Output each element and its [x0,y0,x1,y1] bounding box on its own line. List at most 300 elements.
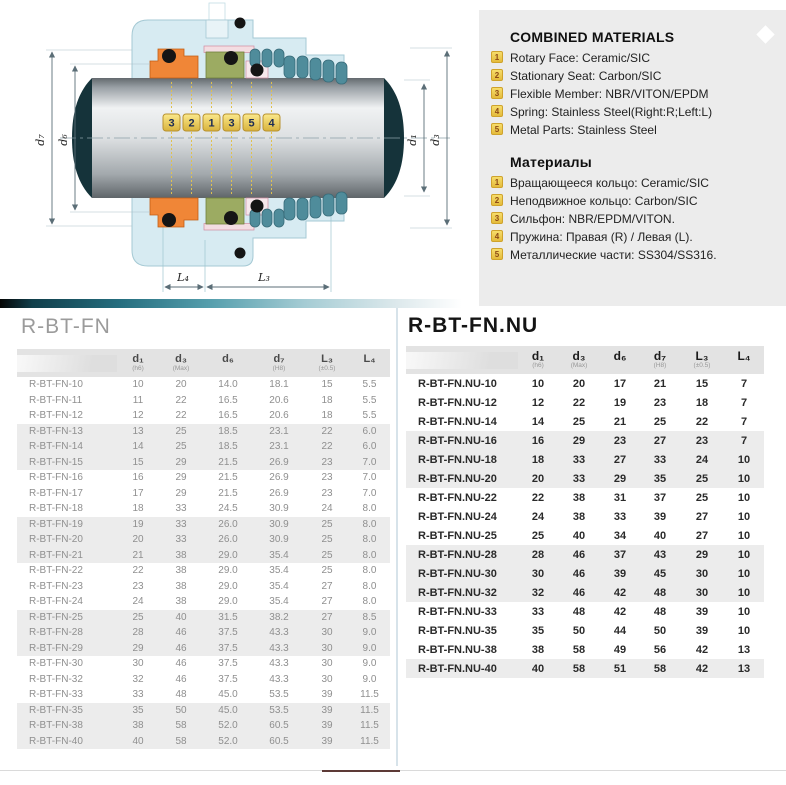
item-number-badge: 1 [491,176,503,188]
dimension-value-cell: 38 [572,510,586,523]
dimension-value-cell: 32 [531,586,545,599]
dimension-value-cell: 38 [175,549,187,561]
dim-label-d3: d₃ [429,134,442,146]
model-name-cell: R-BT-FN-16 [29,472,83,484]
material-item [485,248,778,262]
table-row [17,455,390,471]
dimension-value-cell: 40 [572,529,586,542]
dimension-value-cell: 20 [132,534,144,546]
dimension-value-cell: 25 [531,529,545,542]
dimension-value-cell: 20.6 [269,410,289,422]
item-number-badge: 3 [491,87,503,99]
dimension-value-cell: 26.0 [218,518,238,530]
dimension-value-cell: 20 [531,472,545,485]
material-text: Spring: Stainless Steel(Right:R;Left:L) [510,105,713,119]
column-header: L₃ (±0.5) [318,353,336,372]
dimension-value-cell: 17 [613,377,627,390]
material-text: Metal Parts: Stainless Steel [510,123,657,137]
dimension-value-cell: 27 [321,611,333,623]
dimension-value-cell: 26.9 [269,456,289,468]
left-table-title: R-BT-FN [21,315,111,338]
table-row [406,659,764,678]
table-row [17,517,390,533]
dimension-value-cell: 25 [695,472,709,485]
model-name-cell: R-BT-FN.NU-20 [418,472,497,485]
dimension-value-cell: 21 [613,415,627,428]
table-row [406,583,764,602]
column-header: d₆ [222,353,234,365]
dimension-value-cell: 35.4 [269,580,289,592]
dimension-value-cell: 8.0 [362,580,377,592]
dimension-value-cell: 21.5 [218,456,238,468]
dimension-value-cell: 30.9 [269,518,289,530]
table-header-row [17,349,390,377]
model-name-cell: R-BT-FN-22 [29,565,83,577]
dimension-value-cell: 22 [321,425,333,437]
seal-components-upper [150,46,347,84]
material-item [485,230,778,244]
item-number-badge: 1 [491,51,503,63]
dimension-value-cell: 43.3 [269,658,289,670]
dimension-value-cell: 44 [613,624,627,637]
model-name-cell: R-BT-FN-14 [29,441,83,453]
dimension-value-cell: 46 [572,567,586,580]
o-ring [251,64,264,77]
dimension-value-cell: 10 [737,491,751,504]
dimension-value-cell: 22 [321,441,333,453]
dimension-value-cell: 48 [653,586,667,599]
dimension-value-cell: 35.4 [269,549,289,561]
dimension-value-cell: 40 [132,735,144,747]
dimension-value-cell: 27 [653,434,667,447]
model-name-cell: R-BT-FN.NU-16 [418,434,497,447]
table-section-r-bt-fn-nu [399,308,786,678]
dimension-value-cell: 45.0 [218,704,238,716]
dimension-value-cell: 33 [132,689,144,701]
dim-label-d6: d₆ [57,134,70,146]
dimension-value-cell: 58 [572,643,586,656]
table-row [406,450,764,469]
model-name-cell: R-BT-FN-15 [29,456,83,468]
dimension-value-cell: 23 [653,396,667,409]
dimension-value-cell: 60.5 [269,735,289,747]
seal-components-lower [150,192,347,230]
table-row [406,621,764,640]
material-text: Вращающееся кольцо: Ceramic/SIC [510,176,709,190]
dimension-value-cell: 8.0 [362,549,377,561]
teal-accent-bar [0,299,462,308]
dimension-value-cell: 30 [321,673,333,685]
dimension-value-cell: 46 [175,673,187,685]
dimension-value-cell: 25 [572,415,586,428]
dimension-value-cell: 42 [613,586,627,599]
dimension-value-cell: 6.0 [362,425,377,437]
dimension-value-cell: 58 [175,735,187,747]
model-name-cell: R-BT-FN.NU-14 [418,415,497,428]
dimension-value-cell: 9.0 [362,627,377,639]
o-ring [224,51,238,65]
dimension-value-cell: 25 [175,425,187,437]
dimension-value-cell: 60.5 [269,720,289,732]
dimension-value-cell: 46 [175,658,187,670]
dimension-value-cell: 25 [653,415,667,428]
dimension-value-cell: 21 [132,549,144,561]
table-row [406,431,764,450]
dimension-value-cell: 10 [737,586,751,599]
dimension-value-cell: 23 [321,456,333,468]
dimension-value-cell: 38 [175,565,187,577]
dimension-value-cell: 11.5 [360,704,379,716]
dimension-value-cell: 33 [175,534,187,546]
dimension-value-cell: 48 [653,605,667,618]
bottom-rule-accent [322,770,400,772]
table-row [17,703,390,719]
dimension-value-cell: 20.6 [269,394,289,406]
seal-diagram-panel [0,0,470,300]
model-name-cell: R-BT-FN-33 [29,689,83,701]
dimension-value-cell: 42 [613,605,627,618]
dimension-value-cell: 11 [132,394,144,406]
dimension-value-cell: 7.0 [362,472,377,484]
dimension-value-cell: 25 [321,518,333,530]
dimension-value-cell: 22 [175,394,187,406]
dimension-value-cell: 39 [321,735,333,747]
dimension-value-cell: 23 [132,580,144,592]
model-name-cell: R-BT-FN-24 [29,596,83,608]
material-item [485,176,778,190]
table-row [406,526,764,545]
dimension-value-cell: 27 [695,529,709,542]
item-number-badge: 4 [491,105,503,117]
dimension-value-cell: 15 [695,377,709,390]
callout-number: 3 [228,117,235,130]
dimension-value-cell: 7 [740,377,748,390]
table-row [17,687,390,703]
dimension-value-cell: 21.5 [218,472,238,484]
item-number-badge: 5 [491,248,503,260]
material-text: Сильфон: NBR/EPDM/VITON. [510,212,675,226]
table-header-row [406,346,764,374]
dimension-value-cell: 10 [737,529,751,542]
dimension-value-cell: 30 [321,627,333,639]
column-header: d₇ (H8) [653,349,667,369]
table-row [406,488,764,507]
dimension-value-cell: 29.0 [218,596,238,608]
table-row [406,545,764,564]
column-header: d₇ (H8) [272,353,286,372]
dimension-value-cell: 48 [175,689,187,701]
material-item [485,123,778,137]
dimension-value-cell: 10 [737,624,751,637]
dimension-value-cell: 25 [132,611,144,623]
dimension-value-cell: 14 [132,441,144,453]
material-item [485,51,778,65]
dimension-value-cell: 18 [531,453,545,466]
dimension-value-cell: 23.1 [269,441,289,453]
bottom-rule [0,770,786,771]
model-name-cell: R-BT-FN-18 [29,503,83,515]
dimension-value-cell: 10 [737,548,751,561]
dimension-value-cell: 58 [175,720,187,732]
dimension-value-cell: 13 [132,425,144,437]
dimension-value-cell: 27 [321,580,333,592]
model-name-cell: R-BT-FN.NU-24 [418,510,497,523]
dimension-value-cell: 23 [321,487,333,499]
table-row [17,579,390,595]
material-text: Rotary Face: Ceramic/SIC [510,51,651,65]
dimension-value-cell: 11.5 [360,720,379,732]
table-row [17,424,390,440]
dimension-value-cell: 30 [321,658,333,670]
column-header: d₆ [613,349,627,363]
dimension-value-cell: 37.5 [218,627,238,639]
dimension-value-cell: 31 [613,491,627,504]
dimension-value-cell: 30 [132,658,144,670]
dimension-value-cell: 46 [572,586,586,599]
dimension-value-cell: 24 [531,510,545,523]
dimension-value-cell: 46 [175,642,187,654]
model-name-cell: R-BT-FN-35 [29,704,83,716]
dimension-value-cell: 35.4 [269,565,289,577]
dimension-value-cell: 18.5 [218,425,238,437]
table-row [17,594,390,610]
table-row [17,610,390,626]
dimension-value-cell: 13 [737,662,751,675]
dimension-value-cell: 43.3 [269,627,289,639]
dimension-value-cell: 29 [175,472,187,484]
dimension-value-cell: 13 [737,643,751,656]
model-name-cell: R-BT-FN-19 [29,518,83,530]
dimension-value-cell: 15 [132,456,144,468]
dimension-value-cell: 33 [653,453,667,466]
dimension-value-cell: 39 [613,567,627,580]
dimension-value-cell: 37 [653,491,667,504]
callout-number: 3 [168,117,175,130]
seal-cross-section-diagram [0,0,470,300]
dimension-value-cell: 27 [321,596,333,608]
dimension-value-cell: 29.0 [218,549,238,561]
dimension-value-cell: 39 [695,624,709,637]
dimension-value-cell: 18.5 [218,441,238,453]
material-text: Flexible Member: NBR/VITON/EPDM [510,87,709,101]
dimension-value-cell: 48 [572,605,586,618]
dimension-value-cell: 22 [572,396,586,409]
model-name-cell: R-BT-FN.NU-33 [418,605,497,618]
table-row [17,672,390,688]
dimension-value-cell: 29 [132,642,144,654]
dimension-value-cell: 10 [737,605,751,618]
material-item [485,194,778,208]
dimension-value-cell: 33 [531,605,545,618]
dimension-value-cell: 30 [321,642,333,654]
dimension-value-cell: 23.1 [269,425,289,437]
callout-number: 5 [248,117,255,130]
dimension-value-cell: 46 [175,627,187,639]
dimension-value-cell: 16.5 [218,394,238,406]
material-text: Неподвижное кольцо: Carbon/SIC [510,194,698,208]
dimension-value-cell: 10 [737,510,751,523]
table-row [406,564,764,583]
table-row [406,374,764,393]
dimension-value-cell: 38 [175,580,187,592]
housing-screw-bottom [235,248,246,259]
dimension-value-cell: 25 [321,534,333,546]
dimension-value-cell: 45.0 [218,689,238,701]
dimension-value-cell: 7.0 [362,456,377,468]
dim-label-d7: d₇ [34,134,47,146]
dimension-value-cell: 39 [321,704,333,716]
dimension-value-cell: 35.4 [269,596,289,608]
dimension-value-cell: 10 [737,567,751,580]
dimension-value-cell: 10 [132,379,144,391]
dimension-value-cell: 16 [132,472,144,484]
dimension-value-cell: 22 [695,415,709,428]
dimension-value-cell: 29 [175,487,187,499]
model-name-cell: R-BT-FN.NU-28 [418,548,497,561]
dimension-value-cell: 38 [531,643,545,656]
dimension-value-cell: 29.0 [218,580,238,592]
dimension-value-cell: 9.0 [362,673,377,685]
dimension-value-cell: 52.0 [218,735,238,747]
dimension-value-cell: 50 [653,624,667,637]
material-item [485,87,778,101]
set-screw-body [206,20,228,38]
dimension-value-cell: 7 [740,396,748,409]
dimension-value-cell: 30 [531,567,545,580]
dim-label-l4: L₄ [177,271,189,284]
item-number-badge: 2 [491,69,503,81]
model-name-cell: R-BT-FN-13 [29,425,83,437]
dimension-value-cell: 8.0 [362,503,377,515]
column-header: L₄ [363,353,376,365]
dimension-value-cell: 39 [321,720,333,732]
dimension-value-cell: 16.5 [218,410,238,422]
dimension-value-cell: 25 [695,491,709,504]
dimension-value-cell: 8.0 [362,596,377,608]
dimension-value-cell: 51 [613,662,627,675]
dimension-value-cell: 29 [175,456,187,468]
table-section-r-bt-fn [0,308,396,749]
materials-list-ru [485,176,778,262]
dimension-value-cell: 10 [531,377,545,390]
material-text: Металлические части: SS304/SS316. [510,248,717,262]
table-row [406,507,764,526]
materials-title-ru: Материалы [510,154,592,170]
dim-label-l3: L₃ [258,271,270,284]
dimension-value-cell: 21.5 [218,487,238,499]
dimension-value-cell: 8.5 [362,611,377,623]
dimension-value-cell: 28 [132,627,144,639]
right-table-title: R-BT-FN.NU [408,314,539,337]
dimension-value-cell: 19 [132,518,144,530]
table-row [17,408,390,424]
materials-list-en [485,51,778,137]
dimension-value-cell: 30 [695,586,709,599]
dimension-value-cell: 18 [321,394,333,406]
dimension-value-cell: 17 [132,487,144,499]
dimension-value-cell: 27 [695,510,709,523]
dimension-value-cell: 15 [321,379,333,391]
material-item [485,69,778,83]
dimension-value-cell: 23 [695,434,709,447]
dimension-value-cell: 25 [321,549,333,561]
model-name-cell: R-BT-FN-17 [29,487,83,499]
dimension-value-cell: 29 [695,548,709,561]
dimension-value-cell: 50 [572,624,586,637]
dimension-value-cell: 38.2 [269,611,289,623]
material-item [485,105,778,119]
dimension-value-cell: 39 [321,689,333,701]
table-row [406,393,764,412]
column-header: L₃ (±0.5) [693,349,711,369]
callout-number: 2 [188,117,195,130]
dimension-value-cell: 18.1 [269,379,289,391]
dimension-value-cell: 52.0 [218,720,238,732]
dimension-value-cell: 12 [531,396,545,409]
dimension-value-cell: 23 [613,434,627,447]
dimension-value-cell: 24 [132,596,144,608]
dimension-value-cell: 26.9 [269,472,289,484]
dimension-value-cell: 37 [613,548,627,561]
dimension-value-cell: 35 [132,704,144,716]
model-name-cell: R-BT-FN-38 [29,720,83,732]
dimension-value-cell: 11.5 [360,735,379,747]
table-divider [396,308,398,766]
model-name-cell: R-BT-FN-10 [29,379,83,391]
table-row [17,641,390,657]
dimension-value-cell: 20 [175,379,187,391]
dimension-value-cell: 39 [695,605,709,618]
callout-number: 4 [268,117,275,130]
table-row [17,439,390,455]
dimension-value-cell: 42 [695,662,709,675]
model-name-cell: R-BT-FN-30 [29,658,83,670]
dimension-value-cell: 40 [531,662,545,675]
table-row [406,640,764,659]
dimension-value-cell: 33 [175,503,187,515]
dimension-value-cell: 10 [737,453,751,466]
table-row [17,548,390,564]
dimension-value-cell: 5.5 [362,410,377,422]
model-name-cell: R-BT-FN.NU-38 [418,643,497,656]
housing-screw-top [235,18,246,29]
dimension-value-cell: 40 [653,529,667,542]
dimension-value-cell: 8.0 [362,518,377,530]
dimension-value-cell: 22 [531,491,545,504]
column-header: d₁ (h6) [132,353,144,372]
dimension-value-cell: 37.5 [218,642,238,654]
dimension-value-cell: 9.0 [362,642,377,654]
dimension-value-cell: 23 [321,472,333,484]
materials-panel [479,10,786,306]
dimension-value-cell: 6.0 [362,441,377,453]
model-name-cell: R-BT-FN-28 [29,627,83,639]
dimension-value-cell: 22 [132,565,144,577]
dimension-value-cell: 12 [132,410,144,422]
model-name-cell: R-BT-FN-21 [29,549,83,561]
model-name-cell: R-BT-FN-11 [29,394,83,406]
model-name-cell: R-BT-FN-29 [29,642,83,654]
material-text: Пружина: Правая (R) / Левая (L). [510,230,693,244]
dimension-value-cell: 33 [175,518,187,530]
dimension-value-cell: 37.5 [218,673,238,685]
table-row [406,469,764,488]
dimension-value-cell: 18 [695,396,709,409]
table-row [17,734,390,750]
dim-label-d1: d₁ [406,134,419,146]
model-name-cell: R-BT-FN-40 [29,735,83,747]
dimension-value-cell: 29.0 [218,565,238,577]
